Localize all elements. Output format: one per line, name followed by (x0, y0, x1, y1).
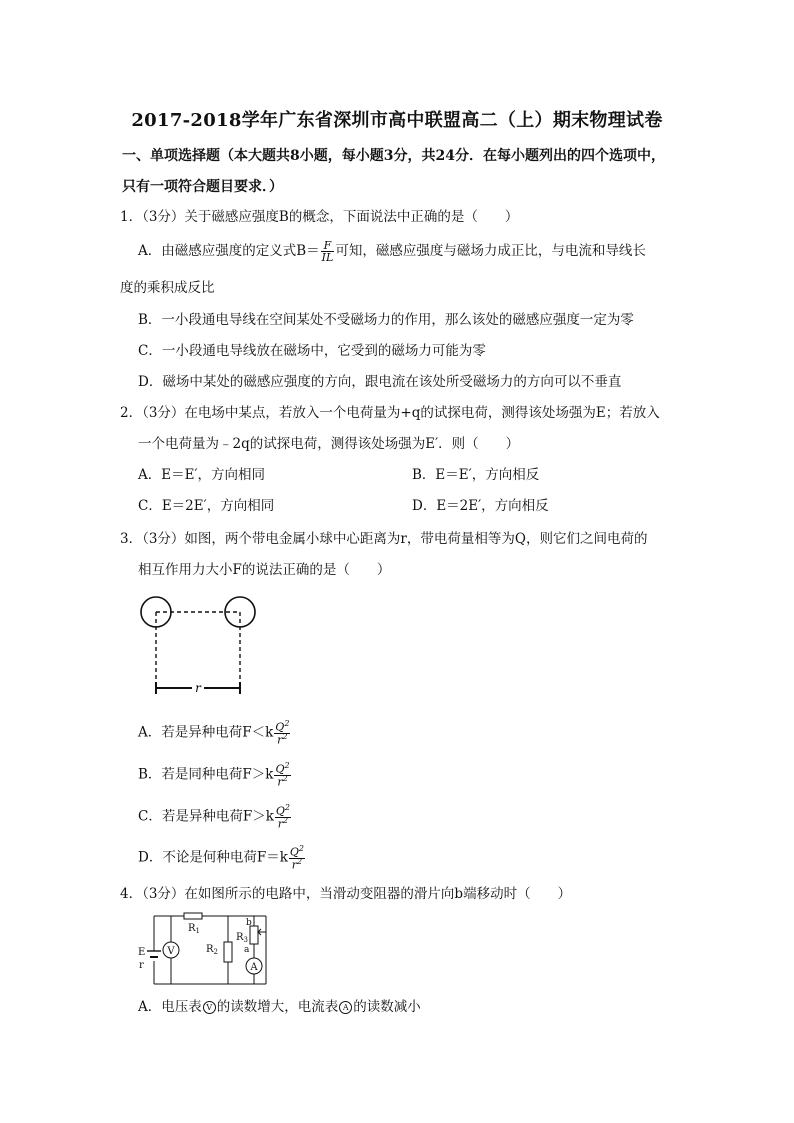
q3-c-fraction (275, 805, 291, 829)
q1-fraction-numerator: F (321, 240, 335, 252)
page-title: 2017-2018学年广东省深圳市高中联盟高二（上）期末物理试卷 (131, 110, 663, 131)
voltmeter-inline-icon: V (203, 1001, 216, 1014)
q1-option-a-prefix: A．由磁感应强度的定义式B＝ (138, 243, 320, 259)
q2-stem-line1: 2．（3分）在电场中某点，若放入一个电荷量为+q的试探电荷，测得该处场强为E；若放入 (120, 405, 660, 421)
q2-option-c: C．E＝2E′，方向相同 (138, 498, 275, 514)
q1-option-a-suffix: 可知，磁感应强度与磁场力成正比，与电流和导线长 (335, 243, 646, 259)
rheostat-a-label: a (244, 945, 250, 955)
q3-stem-line1: 3．（3分）如图，两个带电金属小球中心距离为r，带电荷量相等为Q，则它们之间电荷的 (120, 531, 648, 547)
q1-option-c: C．一小段通电导线放在磁场中，它受到的磁场力可能为零 (138, 343, 486, 359)
q1-formula-fraction (321, 240, 335, 263)
section-heading-line2: 只有一项符合题目要求．） (122, 179, 283, 195)
q1-option-d: D．磁场中某处的磁感应强度的方向，跟电流在该处所受磁场力的方向可以不垂直 (138, 374, 622, 390)
emf-label: E (138, 947, 146, 958)
q4-circuit-diagram (136, 908, 286, 990)
ammeter-label: A (250, 962, 258, 973)
distance-label: r (195, 681, 201, 695)
q3-option-d-text: D．不论是何种电荷F＝k (138, 849, 288, 866)
q1-option-b: B．一小段通电导线在空间某处不受磁场力的作用，那么该处的磁感应强度一定为零 (138, 312, 634, 328)
rheostat-b-label: b (246, 918, 252, 928)
q3-option-d (138, 846, 306, 870)
resistor-r1 (184, 913, 202, 919)
q4-option-a (138, 997, 421, 1017)
q3-c-denominator: $r^2$ (277, 815, 289, 831)
q3-option-c-text: C．若是异种电荷F＞k (138, 808, 274, 825)
voltmeter-label: V (167, 946, 175, 957)
q3-a-numerator: $Q^2$ (275, 719, 290, 734)
q2-option-a: A．E＝E′，方向相同 (138, 467, 266, 483)
r3-label: $R_3$ (236, 932, 248, 944)
q3-option-b-text: B．若是同种电荷F＞k (138, 766, 274, 783)
q3-stem-line2: 相互作用力大小F的说法正确的是（ ） (138, 562, 391, 578)
q4-option-a-middle: 的读数增大，电流表 (216, 999, 339, 1015)
q4-option-a-prefix: A．电压表 (138, 999, 202, 1015)
q2-option-d: D．E＝2E′，方向相反 (412, 498, 549, 514)
q3-b-numerator: $Q^2$ (275, 761, 290, 776)
q3-b-denominator: $r^2$ (277, 773, 288, 789)
rheostat-r3 (250, 926, 258, 944)
q2-stem-line2: 一个电荷量为﹣2q的试探电荷，测得该处场强为E′．则（ ） (138, 436, 520, 452)
q2-option-b: B．E＝E′，方向相反 (412, 467, 540, 483)
section-heading-line1: 一、单项选择题（本大题共8小题，每小题3分，共24分．在每小题列出的四个选项中， (122, 148, 665, 164)
q3-charged-spheres-figure (130, 592, 260, 704)
q3-option-a (138, 721, 291, 745)
q3-option-a-text: A．若是异种电荷F＜k (138, 724, 274, 741)
q4-option-a-suffix: 的读数减小 (353, 999, 421, 1015)
r2-label: $R_2$ (206, 944, 218, 956)
q3-a-denominator: $r^2$ (277, 731, 288, 747)
r1-label: $R_1$ (188, 923, 200, 935)
q3-b-fraction (274, 763, 290, 787)
q4-stem: 4．（3分）在如图所示的电路中，当滑动变阻器的滑片向b端移动时（ ） (120, 886, 572, 902)
internal-resistance-label: r (139, 960, 144, 971)
q1-fraction-denominator: IL (321, 251, 334, 264)
q1-option-a-continued: 度的乘积成反比 (120, 280, 215, 296)
q3-d-fraction (289, 846, 305, 870)
q3-d-numerator: $Q^2$ (289, 844, 304, 859)
q3-option-c (138, 805, 292, 829)
q3-a-fraction (274, 721, 290, 745)
q3-option-b (138, 763, 292, 787)
q3-d-denominator: $r^2$ (291, 856, 303, 872)
ammeter-inline-icon: A (339, 1001, 352, 1014)
resistor-r2 (224, 942, 232, 962)
q3-c-numerator: $Q^2$ (275, 803, 291, 818)
q1-stem: 1．（3分）关于磁感应强度B的概念，下面说法中正确的是（ ） (120, 209, 519, 225)
q1-option-a (138, 240, 646, 263)
